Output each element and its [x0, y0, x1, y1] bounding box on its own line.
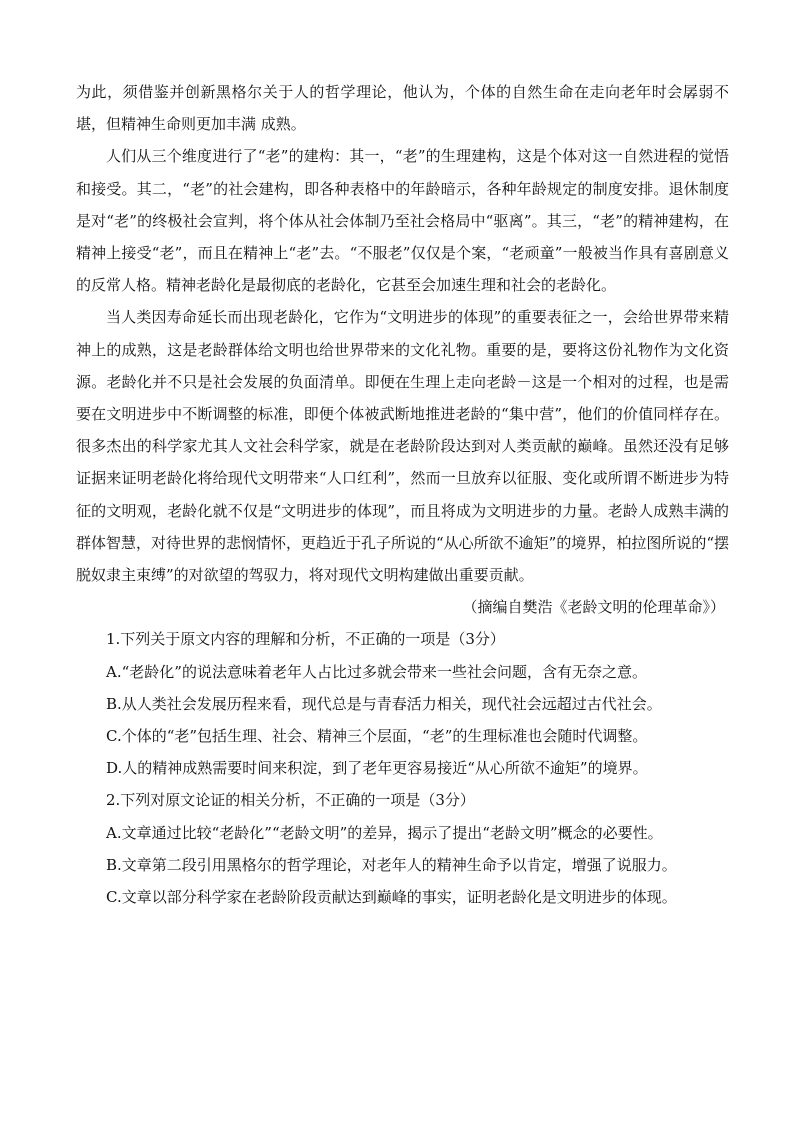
question-2-stem: 2.下列对原文论证的相关分析，不正确的一项是（3分）: [106, 791, 475, 810]
article-paragraph-2: 人们从三个维度进行了“老”的建构：其一，“老”的生理建构，这是个体对这一自然进程的觉悟和接受。其二，“老”的社会建构，即各种表格中的年龄暗示，各种年龄规定的制度安排。退休制度是对“老”的终极社会宣判，将个体从社会体制乃至社会格局中“驱离”。其三，“老”的精神建构，在精神上接受“老”，而且在精神上“老”去。“不服老”仅仅是个案，“老顽童”一般被当作具有喜剧意义的反常人格。精神老龄化是最彻底的老龄化，它甚至会加速生理和社会的老龄化。: [76, 147, 729, 295]
question-1-option-c: C.个体的“老”包括生理、社会、精神三个层面，“老”的生理标准也会随时代调整。: [106, 727, 648, 746]
question-2-option-b: B.文章第二段引用黑格尔的哲学理论，对老年人的精神生命予以肯定，增强了说服力。: [106, 855, 677, 874]
question-1-option-b: B.从人类社会发展历程来看，现代总是与青春活力相关，现代社会远超过古代社会。: [106, 694, 662, 713]
article-paragraph-3: 当人类因寿命延长而出现老龄化，它作为“文明进步的体现”的重要表征之一，会给世界带来精神上的成熟，这是老龄群体给文明也给世界带来的文化礼物。重要的是，要将这份礼物作为文化资源。老龄化并不只是社会发展的负面清单。即便在生理上走向老龄－这是一个相对的过程，也是需要在文明进步中不断调整的标准，即便个体被武断地推进老龄的“集中营”，他们的价值同样存在。很多杰出的科学家尤其人文社会科学家，就是在老龄阶段达到对人类贡献的巅峰。虽然还没有足够证据来证明老龄化将给现代文明带来“人口红利”，然而一旦放弃以征服、变化或所谓不断进步为特征的文明观，老龄化就不仅是“文明进步的体现”，而且将成为文明进步的力量。老龄人成熟丰满的群体智慧，对待世界的悲悯情怀，更趋近于孔子所说的“从心所欲不逾矩”的境界，柏拉图所说的“摆脱奴隶主束缚”的对欲望的驾驭力，将对现代文明构建做出重要贡献。: [76, 308, 730, 585]
article-paragraph-1: 为此，须借鉴并创新黑格尔关于人的哲学理论，他认为，个体的自然生命在走向老年时会孱弱不堪，但精神生命则更加丰满 成熟。: [76, 83, 729, 134]
question-2-option-c: C.文章以部分科学家在老龄阶段贡献达到巅峰的事实，证明老龄化是文明进步的体现。: [106, 888, 677, 907]
article-source: （摘编自樊浩《老龄文明的伦理革命》）: [462, 598, 725, 617]
question-1-option-a: A.“老龄化”的说法意味着老年人占比过多就会带来一些社会问题，含有无奈之意。: [106, 662, 647, 681]
question-1-option-d: D.人的精神成熟需要时间来积淀，到了老年更容易接近“从心所欲不逾矩”的境界。: [106, 759, 648, 778]
question-1-stem: 1.下列关于原文内容的理解和分析，不正确的一项是（3分）: [106, 630, 505, 649]
question-2-option-a: A.文章通过比较“老龄化”“老龄文明”的差异，揭示了提出“老龄文明”概念的必要性。: [106, 823, 663, 842]
